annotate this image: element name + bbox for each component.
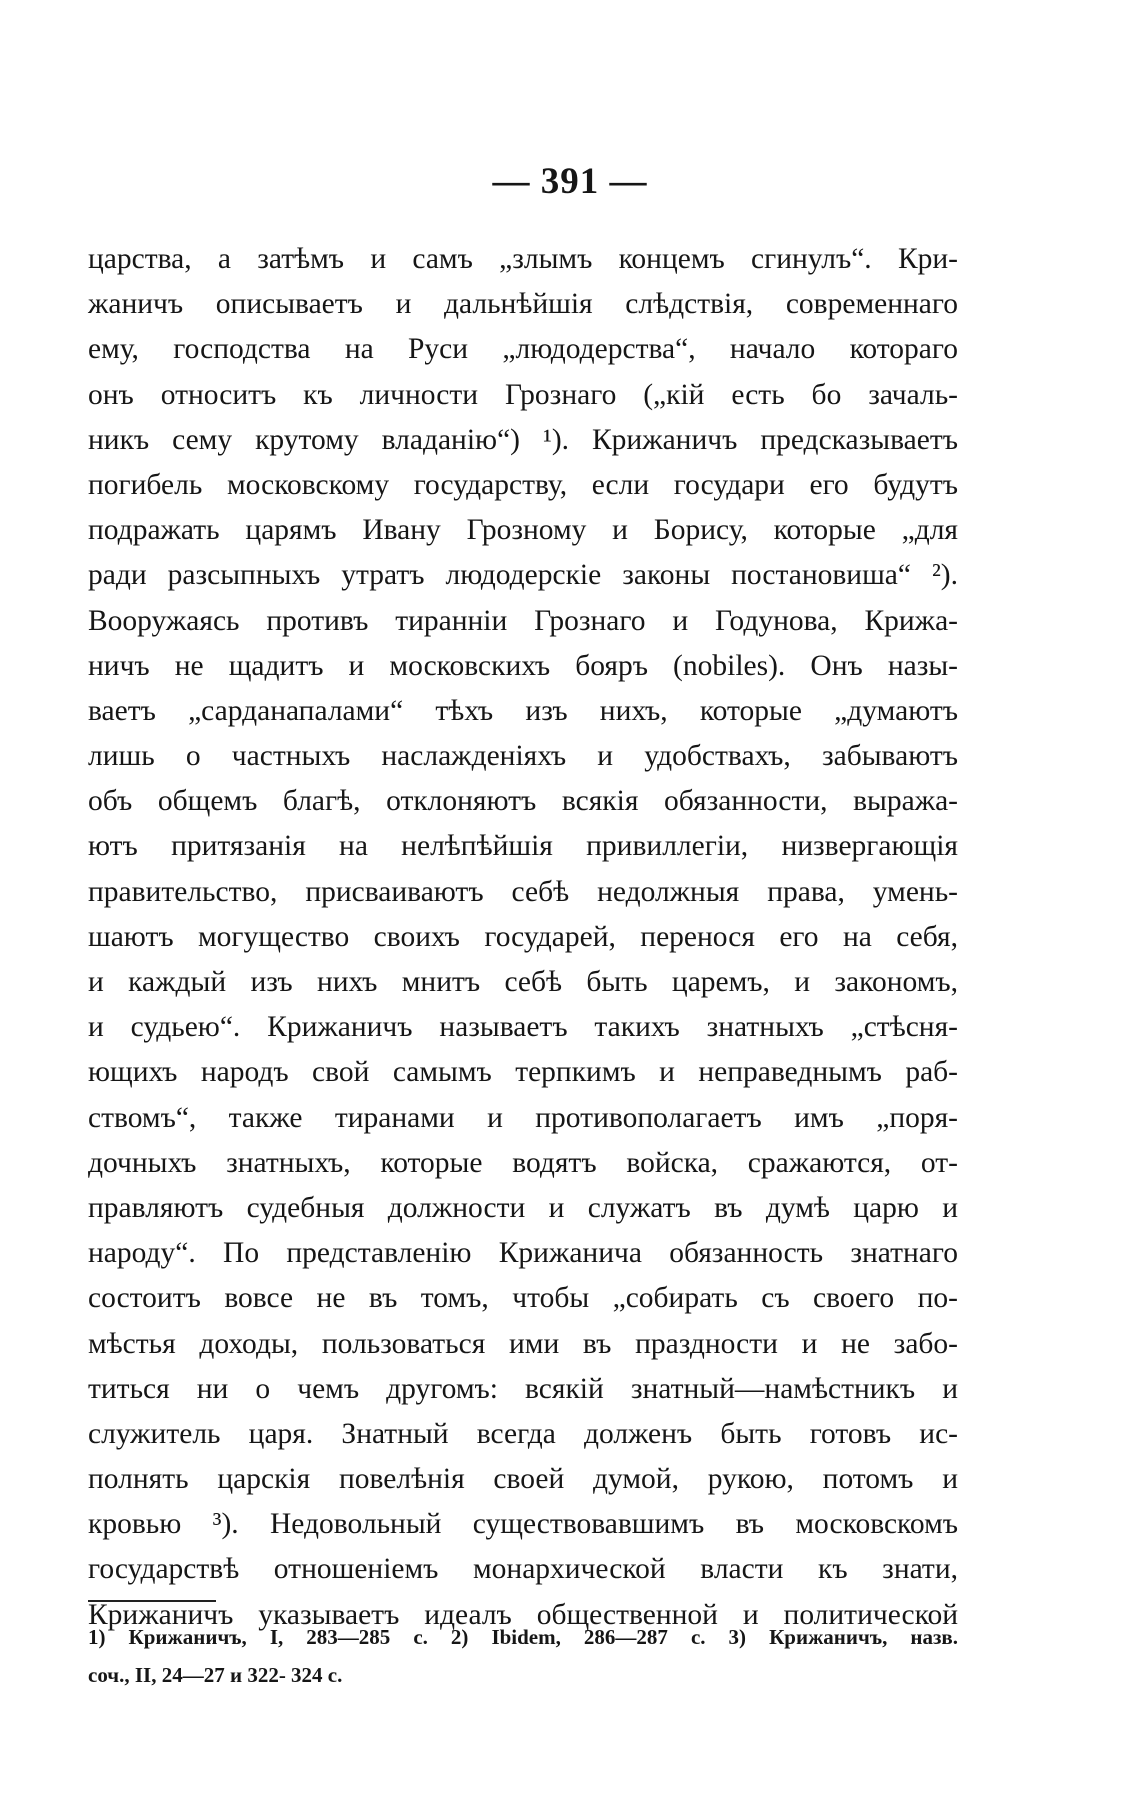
text-line: государствѣ отношеніемъ монархической власти къ знати, (88, 1553, 958, 1586)
text-line: народу“. По представленію Крижанича обязанность знатнаго (88, 1237, 958, 1270)
text-line: объ общемъ благѣ, отклоняютъ всякія обязанности, выража- (88, 785, 958, 818)
text-line: полнять царскія повелѣнія своей думой, рукою, потомъ и (88, 1463, 958, 1496)
text-line: шаютъ могущество своихъ государей, перенося его на себя, (88, 920, 958, 953)
footnote-divider (88, 1600, 216, 1602)
text-line: онъ относитъ къ личности Грознаго („кій есть бо зачаль- (88, 378, 958, 411)
text-line: ради разсыпныхъ утратъ людодерскіе законы постановиша“ ²). (88, 559, 958, 592)
text-line: подражать царямъ Ивану Грозному и Борису, которые „для (88, 514, 958, 547)
text-line: и судьею“. Крижаничъ называетъ такихъ знатныхъ „стѣсня- (88, 1011, 958, 1044)
footnote-line: соч., II, 24—27 и 322- 324 с. (88, 1663, 343, 1687)
body-text (88, 237, 958, 1638)
text-line: правительство, присваиваютъ себѣ недолжныя права, умень- (88, 875, 958, 908)
text-line: кровью ³). Недовольный существовавшимъ въ московскомъ (88, 1508, 958, 1541)
text-line: ютъ притязанія на нелѣпѣйшія привиллегіи, низвергающія (88, 830, 958, 863)
text-line: ющихъ народъ свой самымъ терпкимъ и неправеднымъ раб- (88, 1056, 958, 1089)
page-number: — 391 — (492, 161, 648, 202)
text-line: состоитъ вовсе не въ томъ, чтобы „собирать съ своего по- (88, 1282, 958, 1315)
footnotes (88, 1618, 958, 1694)
text-line: Вооружаясь противъ тиранніи Грознаго и Годунова, Крижа- (88, 604, 958, 637)
text-line: титься ни о чемъ другомъ: всякій знатный—намѣстникъ и (88, 1372, 958, 1405)
text-line: ничъ не щадитъ и московскихъ бояръ (nobiles). Онъ назы- (88, 649, 958, 682)
text-line: ему, господства на Руси „людодерства“, начало котораго (88, 333, 958, 366)
text-line: царства, а затѣмъ и самъ „злымъ концемъ сгинулъ“. Кри- (88, 243, 958, 275)
text-line: никъ сему крутому владанію“) ¹). Крижаничъ предсказываетъ (88, 423, 958, 456)
text-line: и каждый изъ нихъ мнитъ себѣ быть царемъ, и закономъ, (88, 966, 958, 998)
footnote-line: 1) Крижаничъ, I, 283—285 с. 2) Ibidem, 286—287 с. 3) Крижаничъ, назв. (88, 1625, 958, 1649)
text-line: ваетъ „сарданапалами“ тѣхъ изъ нихъ, которые „думаютъ (88, 694, 958, 727)
text-line: дочныхъ знатныхъ, которые водятъ войска, сражаются, от- (88, 1146, 958, 1179)
text-line: мѣстья доходы, пользоваться ими въ праздности и не забо- (88, 1327, 958, 1360)
text-line: Крижаничъ указываетъ идеалъ общественной и политической (88, 1598, 958, 1631)
text-line: лишь о частныхъ наслажденіяхъ и удобствахъ, забываютъ (88, 740, 958, 773)
text-line: ствомъ“, также тиранами и противополагаетъ имъ „поря- (88, 1101, 958, 1134)
text-line: правляютъ судебныя должности и служатъ въ думѣ царю и (88, 1191, 958, 1224)
text-line: жаничъ описываетъ и дальнѣйшія слѣдствія, современнаго (88, 288, 958, 321)
text-line: погибель московскому государству, если государи его будутъ (88, 468, 958, 501)
text-line: служитель царя. Знатный всегда долженъ быть готовъ ис- (88, 1417, 958, 1450)
